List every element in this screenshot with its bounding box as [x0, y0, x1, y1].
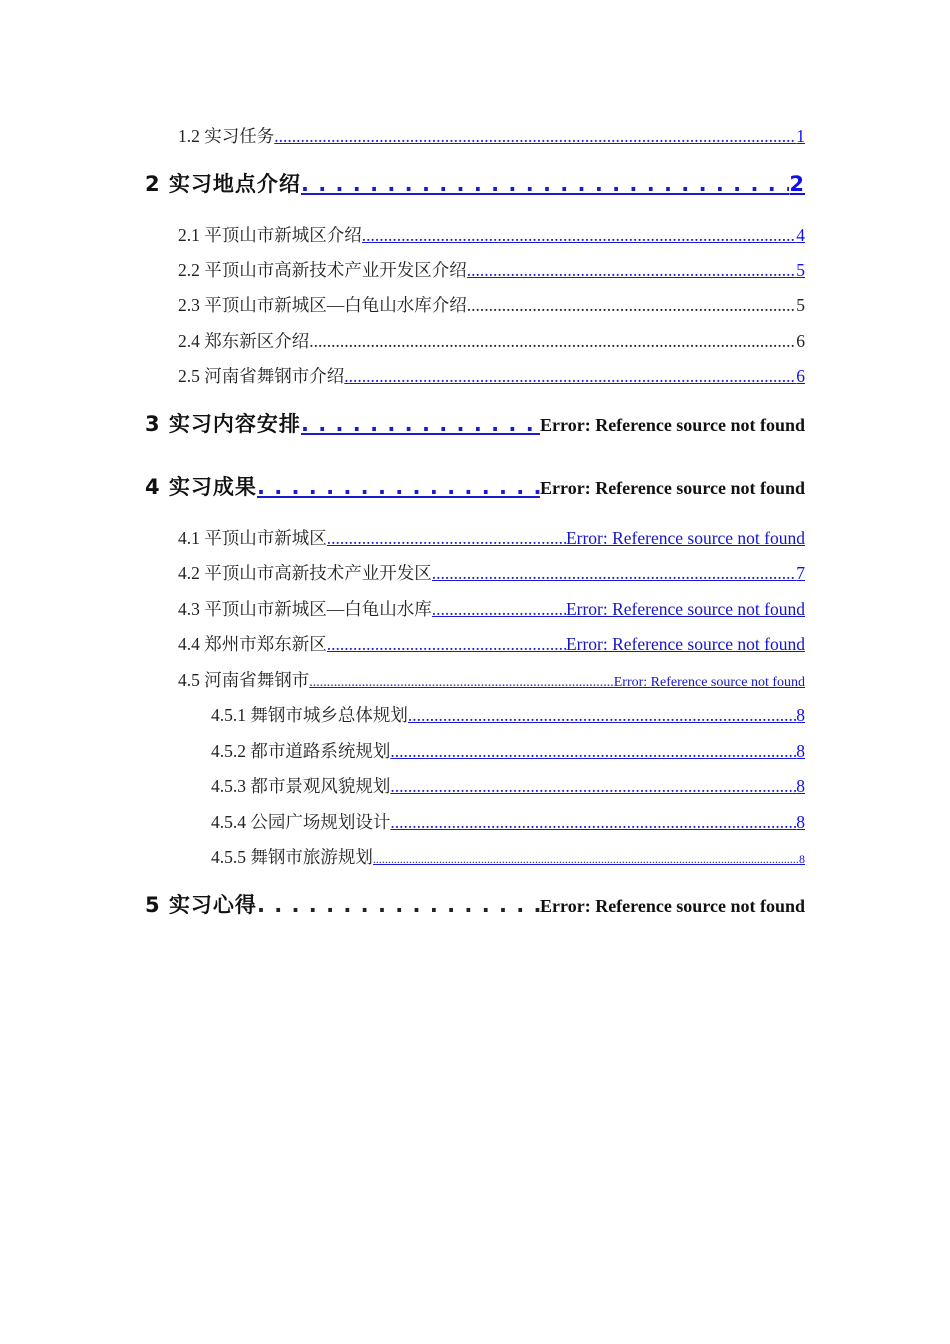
toc-page-number: Error: Reference source not found [540, 896, 805, 916]
toc-leader [344, 368, 796, 386]
toc-page-number[interactable]: Error: Reference source not found [565, 528, 805, 548]
toc-entry-4-5[interactable] [178, 672, 805, 690]
toc-leader [327, 636, 566, 654]
toc-leader [432, 565, 797, 583]
toc-leader [327, 530, 566, 548]
toc-page-number[interactable]: 2 [789, 172, 805, 196]
toc-entry-label: 2 实习地点介绍 [145, 172, 301, 196]
toc-entry-4-1[interactable] [178, 530, 805, 548]
toc-entry-4-4[interactable] [178, 636, 805, 654]
toc-leader [373, 853, 799, 865]
toc-page-number[interactable]: 8 [796, 812, 805, 832]
toc-entry-label: 2.1 平顶山市新城区介绍 [178, 225, 362, 245]
toc-leader [257, 895, 540, 916]
toc-entry-label: 4.5.3 都市景观风貌规划 [211, 776, 391, 796]
toc-entry-4-3[interactable] [178, 601, 805, 619]
toc-page-number: Error: Reference source not found [540, 415, 805, 435]
toc-page-number[interactable]: 8 [799, 852, 805, 866]
toc-entry-label: 4 实习成果 [145, 475, 257, 499]
toc-entry-label: 4.3 平顶山市新城区—白龟山水库 [178, 599, 432, 619]
toc-entry-label: 4.5 河南省舞钢市 [178, 670, 310, 690]
toc-entry-5[interactable] [145, 895, 805, 916]
toc-leader [390, 814, 796, 832]
toc-leader [301, 174, 789, 195]
toc-leader [467, 262, 797, 280]
toc-entry-label: 2.3 平顶山市新城区—白龟山水库介绍 [178, 295, 467, 315]
toc-entry-label: 4.5.1 舞钢市城乡总体规划 [211, 705, 408, 725]
toc-page-number[interactable]: 5 [796, 260, 805, 280]
toc-leader [274, 128, 796, 146]
toc-entry-label: 4.1 平顶山市新城区 [178, 528, 327, 548]
toc-leader [362, 227, 797, 245]
toc-leader [467, 297, 797, 315]
toc-entry-3[interactable] [145, 414, 805, 435]
toc-leader [432, 601, 566, 619]
toc-page-number: Error: Reference source not found [540, 478, 805, 498]
toc-leader [309, 676, 614, 690]
toc-entry-4-5-3[interactable] [211, 778, 805, 796]
toc-entry-2-2[interactable] [178, 262, 805, 280]
toc-page-number[interactable]: 6 [796, 366, 805, 386]
toc-entry-label: 2.5 河南省舞钢市介绍 [178, 366, 345, 386]
toc-entry-label: 2.2 平顶山市高新技术产业开发区介绍 [178, 260, 467, 280]
toc-entry-4-5-5[interactable] [211, 849, 805, 867]
toc-page-number[interactable]: Error: Reference source not found [613, 675, 805, 690]
toc-leader [257, 477, 540, 498]
toc-entry-2-3[interactable] [178, 297, 805, 315]
toc-entry-label: 4.5.4 公园广场规划设计 [211, 812, 391, 832]
toc-entry-label: 5 实习心得 [145, 893, 257, 917]
toc-entry-label: 1.2 实习任务 [178, 126, 275, 146]
toc-entry-label: 4.5.5 舞钢市旅游规划 [211, 847, 373, 867]
toc-entry-2[interactable] [145, 174, 805, 195]
toc-entry-4[interactable] [145, 477, 805, 498]
toc-page-number[interactable]: 7 [796, 563, 805, 583]
toc-page-number: 6 [796, 331, 805, 351]
toc-page-number: 5 [796, 295, 805, 315]
toc-leader [390, 778, 796, 796]
toc-entry-4-2[interactable] [178, 565, 805, 583]
toc-page-number[interactable]: 1 [796, 126, 805, 146]
toc-page-number[interactable]: Error: Reference source not found [565, 599, 805, 619]
toc-page-number[interactable]: 8 [796, 741, 805, 761]
toc-leader [301, 414, 540, 435]
toc-entry-label: 4.2 平顶山市高新技术产业开发区 [178, 563, 432, 583]
toc-entry-label: 4.5.2 都市道路系统规划 [211, 741, 391, 761]
toc-leader [309, 333, 796, 351]
toc-page-number[interactable]: 8 [796, 776, 805, 796]
toc-entry-4-5-1[interactable] [211, 707, 805, 725]
toc-entry-2-5[interactable] [178, 368, 805, 386]
toc-leader [390, 743, 796, 761]
toc-entry-4-5-4[interactable] [211, 814, 805, 832]
toc-entry-4-5-2[interactable] [211, 743, 805, 761]
toc-entry-2-4[interactable] [178, 333, 805, 351]
toc-entry-2-1[interactable] [178, 227, 805, 245]
toc-entry-label: 3 实习内容安排 [145, 412, 301, 436]
toc-entry-1-2[interactable] [178, 128, 805, 146]
toc-entry-label: 4.4 郑州市郑东新区 [178, 634, 327, 654]
toc-leader [408, 707, 796, 725]
toc-entry-label: 2.4 郑东新区介绍 [178, 331, 310, 351]
toc-page-number[interactable]: 8 [796, 705, 805, 725]
toc-page-number[interactable]: Error: Reference source not found [565, 634, 805, 654]
toc-page-number[interactable]: 4 [796, 225, 805, 245]
